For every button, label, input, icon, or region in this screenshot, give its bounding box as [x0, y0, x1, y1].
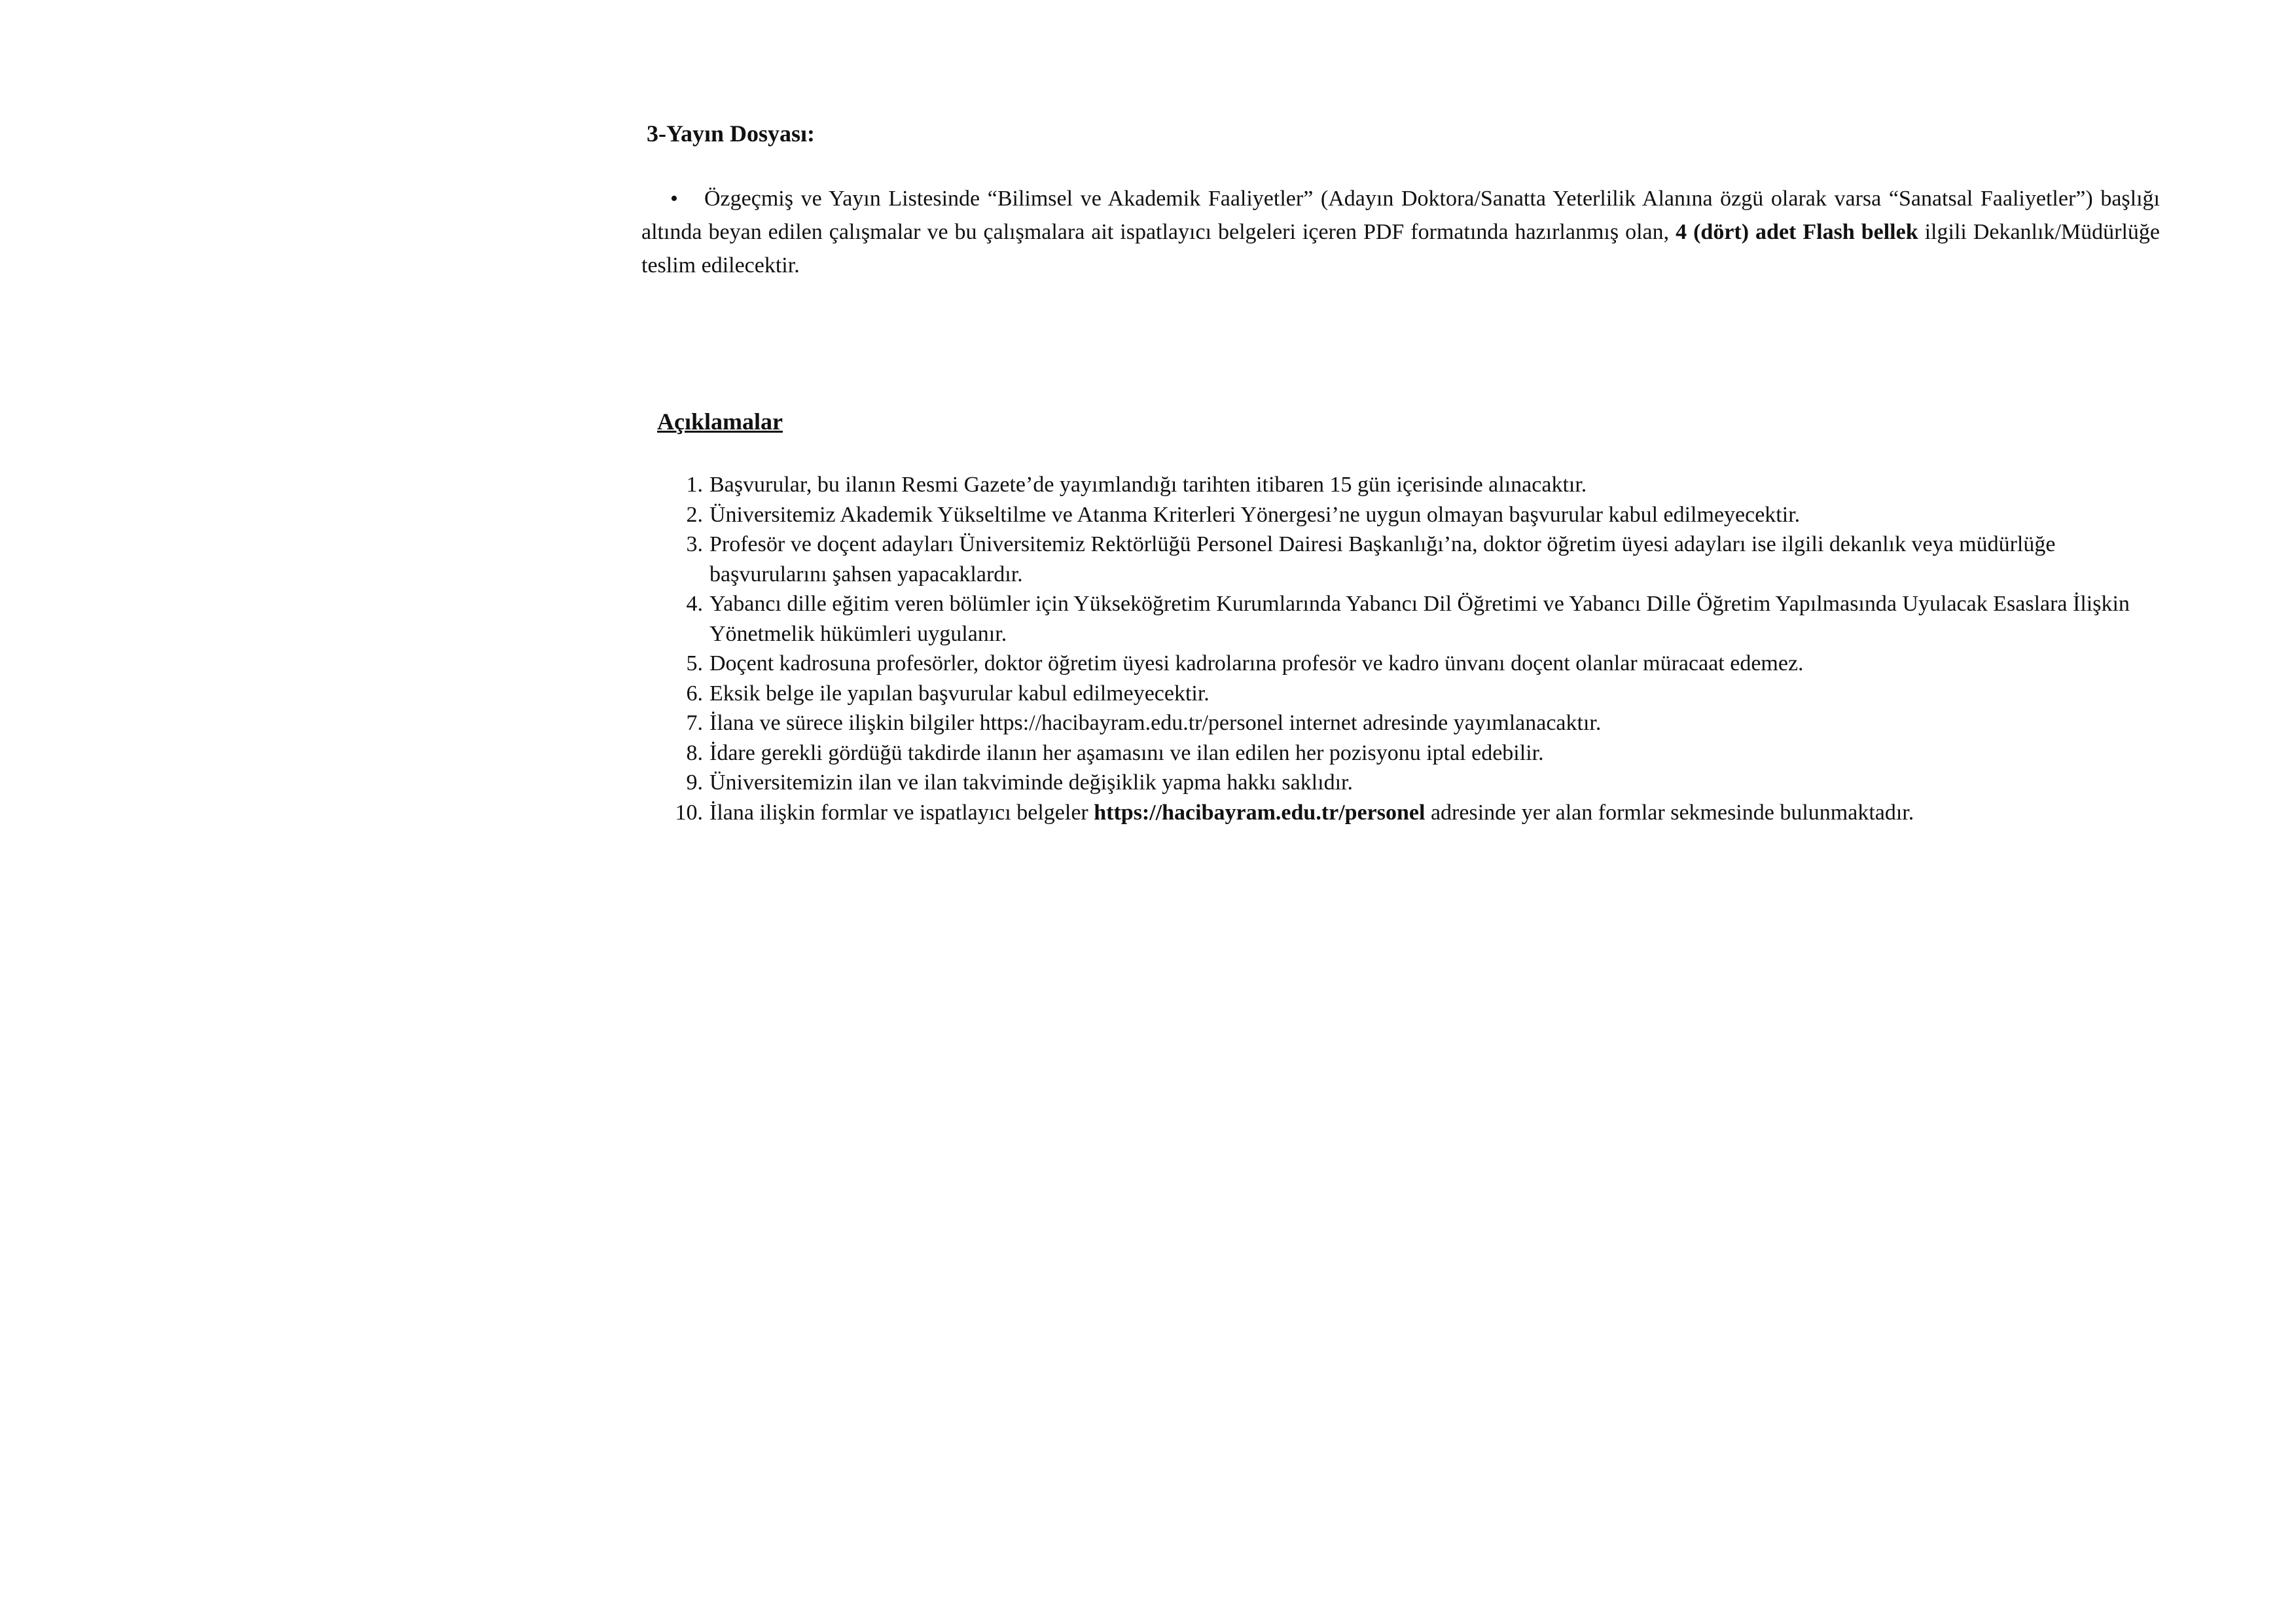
- item10-text-part2: adresinde yer alan formlar sekmesinde bulunmaktadır.: [1425, 800, 1914, 825]
- section-title-aciklamalar: Açıklamalar: [657, 408, 783, 435]
- list-item-number: 10.: [675, 800, 703, 825]
- section-title-yayin-dosyasi: 3-Yayın Dosyası:: [647, 120, 816, 147]
- list-item-text: [709, 801, 1914, 825]
- list-item-text: İdare gerekli gördüğü takdirde ilanın her aşamasını ve ilan edilen her pozisyonu iptal edebilir.: [709, 740, 1544, 765]
- list-item: [661, 679, 2166, 709]
- bullet-icon: •: [670, 187, 678, 211]
- list-item: [661, 589, 2166, 649]
- list-item-text: İlana ve sürece ilişkin bilgiler https://hacibayram.edu.tr/personel internet adresinde yayımlanacaktır.: [709, 711, 1602, 735]
- list-item: [661, 738, 2166, 768]
- list-item: [661, 768, 2166, 798]
- list-item-number: 2.: [686, 502, 703, 527]
- list-item-number: 3.: [686, 532, 703, 556]
- list-item-number: 6.: [686, 681, 703, 706]
- list-item: [661, 798, 2166, 828]
- list-item-number: 7.: [686, 711, 703, 735]
- list-item-text: Doçent kadrosuna profesörler, doktor öğretim üyesi kadrolarına profesör ve kadro ünvanı doçent olanlar müracaat edemez.: [709, 651, 1804, 676]
- list-item-number: 8.: [686, 740, 703, 765]
- list-item: [661, 649, 2166, 679]
- personel-url: https://hacibayram.edu.tr/personel: [1094, 800, 1426, 825]
- list-item-number: 5.: [686, 651, 703, 676]
- list-item: [661, 500, 2166, 530]
- list-item: [661, 708, 2166, 738]
- list-item-text: Profesör ve doçent adayları Üniversitemiz Rektörlüğü Personel Dairesi Başkanlığı’na, doktor öğretim üyesi adayları ise ilgili dekanlık veya müdürlüğe başvurularını şahsen yapacaklardır.: [709, 532, 2056, 586]
- list-item-text: Başvurular, bu ilanın Resmi Gazete’de yayımlandığı tarihten itibaren 15 gün içerisinde alınacaktır.: [709, 473, 1587, 497]
- list-item-text: Üniversitemizin ilan ve ilan takviminde değişiklik yapma hakkı saklıdır.: [709, 770, 1353, 795]
- bullet-text-part2: ilgili Dekanlık/Müdürlüğe teslim edilecektir.: [641, 220, 2160, 278]
- list-item: [661, 530, 2166, 589]
- aciklamalar-list: [661, 470, 2166, 827]
- item10-text-part1: İlana ilişkin formlar ve ispatlayıcı belgeler: [709, 800, 1094, 825]
- list-item-text: Üniversitemiz Akademik Yükseltilme ve Atanma Kriterleri Yönergesi’ne uygun olmayan başvurular kabul edilmeyecektir.: [709, 502, 1801, 527]
- bullet-text-bold: 4 (dört) adet Flash bellek: [1676, 220, 1918, 244]
- list-item-text: Yabancı dille eğitim veren bölümler için Yükseköğretim Kurumlarında Yabancı Dil Öğretimi ve Yabancı Dille Öğretim Yapılmasında Uyulacak Esaslara İlişkin Yönetmelik hükümleri uygulanır.: [709, 592, 2130, 646]
- yayin-dosyasi-bullet: [641, 182, 2160, 282]
- bullet-text-part1: Özgeçmiş ve Yayın Listesinde “Bilimsel ve Akademik Faaliyetler” (Adayın Doktora/Sanatta Yeterlilik Alanına özgü olarak varsa “Sanatsal Faaliyetler”) başlığı altında beyan edilen çalışmalar ve bu çalışmalara ait ispatlayıcı belgeleri içeren PDF formatında hazırlanmış olan,: [641, 187, 2160, 244]
- list-item-number: 4.: [686, 592, 703, 616]
- list-item-number: 1.: [686, 473, 703, 497]
- list-item-number: 9.: [686, 770, 703, 795]
- list-item: [661, 470, 2166, 500]
- list-item-text: Eksik belge ile yapılan başvurular kabul edilmeyecektir.: [709, 681, 1210, 706]
